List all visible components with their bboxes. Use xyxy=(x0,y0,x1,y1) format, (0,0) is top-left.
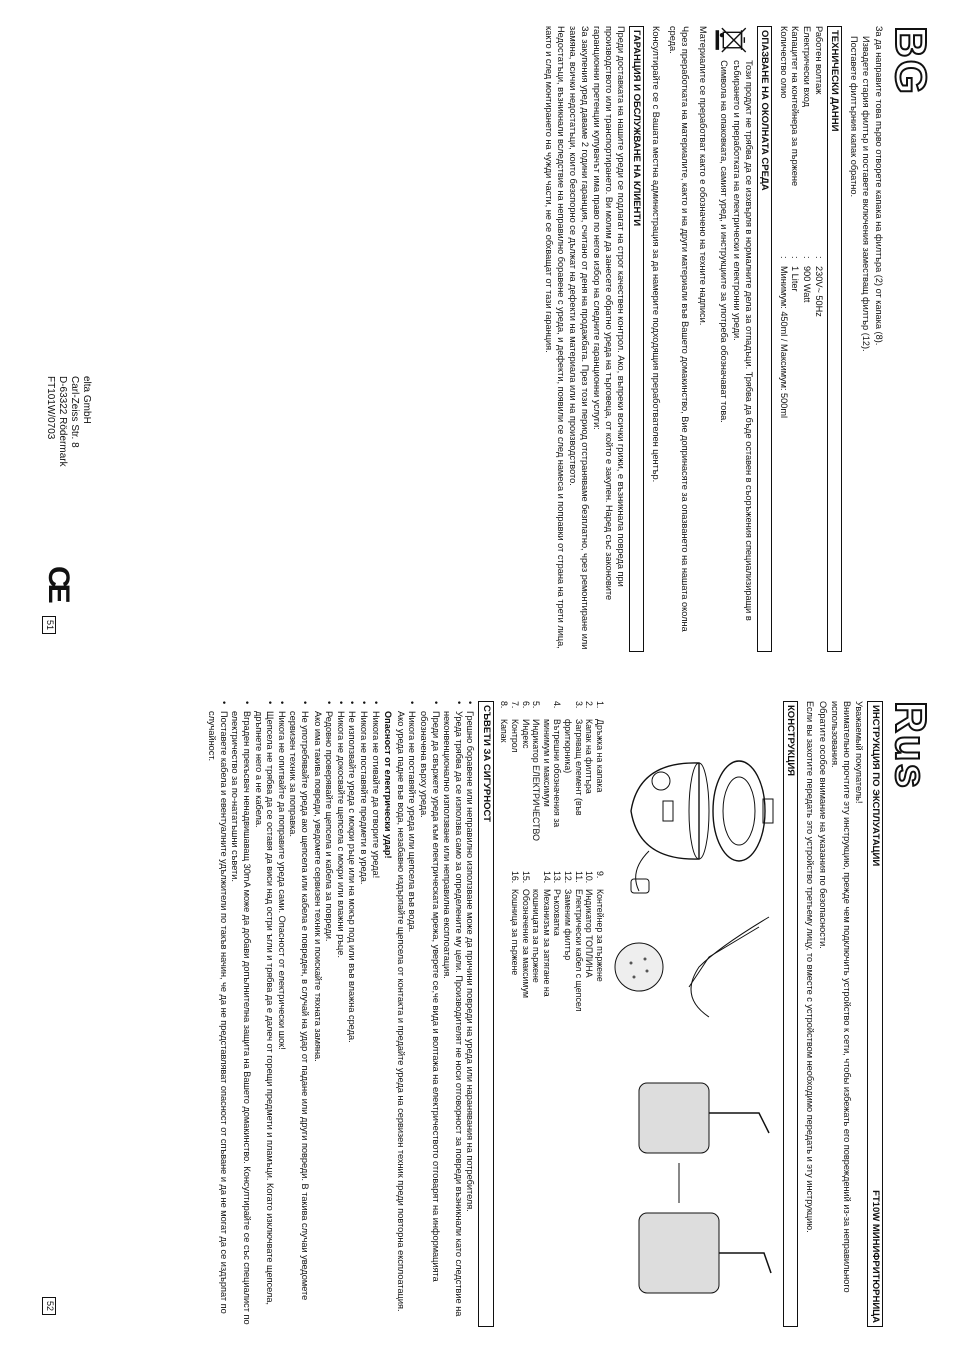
part-item xyxy=(594,701,605,861)
intro-line: Если вы захотите передать это устройство третьему лицу, то вместе с устройством необходимо передать и эту инструкцию. xyxy=(805,701,816,1233)
safety-item: • Никога не докосвайте щепсела с мокри или влажни ръце. xyxy=(334,701,346,1327)
env-paragraph: Материалите се преработват както е обозначено на техните надписи. xyxy=(697,26,708,326)
intro-line: Внимательно прочтите эту инструкцию, прежде чем подключить устройство к сети, чтобы избежать его повреждений из-за неправильного использования. xyxy=(830,701,852,1293)
section-heading-construction: КОНСТРУКЦИЯ xyxy=(783,701,799,1327)
tech-sep: : xyxy=(813,256,824,259)
part-label: Механизъм за затягане на кошницата за пържене xyxy=(531,889,552,997)
safety-item: • Уреда трябва да се използва само за определените му цели. Производителят не носи отговорност за повреди възникнали като следствие на неконвенционално използване или неправилна експлоатация. xyxy=(441,701,464,1327)
part-number: 5. xyxy=(531,701,542,709)
part-item xyxy=(531,871,552,1031)
safety-item: Ако има такива повреди, уведомете сервизен техник и поискайте тяхната замяна. xyxy=(312,711,323,1062)
section-heading-safety: СЪВЕТИ ЗА СИГУРНОСТ xyxy=(478,701,494,1327)
manufacturer-address xyxy=(44,376,92,467)
safety-item: • Поставете кабела и евентуалните удължители по такъв начин, че да не представляват опасност от спъване и да не могат да се издърпат по случайност. xyxy=(206,701,229,1327)
part-number: 14. xyxy=(541,871,552,884)
page-number: 52 xyxy=(42,1297,56,1315)
tech-label: Капацитет на контейнера за пържене xyxy=(790,26,801,187)
section-heading-environment: ОПАЗВАНЕ НА ОКОЛНАТА СРЕДА xyxy=(757,26,773,652)
safety-item: • Грешно боравене или неправилно използване може да причини повреди на уреда или наранявания на потребителя. xyxy=(464,701,476,1327)
part-label: Контейнер за пържене xyxy=(594,889,605,982)
ce-mark: CE xyxy=(42,566,75,600)
manual-title: ИНСТРУКЦИЯ ПО ЭКСПЛУАТАЦИИ xyxy=(870,705,881,867)
tech-label: Работен волтаж xyxy=(813,26,824,95)
part-item xyxy=(499,701,510,861)
part-number: 6. xyxy=(520,701,531,709)
part-number: 1. xyxy=(594,701,605,709)
intro-line: Поставете филтърния капак обратно. xyxy=(848,36,859,198)
basket-illustration xyxy=(609,1063,779,1313)
tech-value: 230V~ 50Hz xyxy=(813,266,824,317)
safety-item: • Никога не поставяйте уреда или щепсела във вода. xyxy=(406,701,418,1327)
part-number: 10. xyxy=(584,871,595,884)
intro-line: Уважаемый покупатель! xyxy=(854,701,865,804)
part-label: Капак на филтъра xyxy=(584,719,595,794)
model-title: FT10W МИНИФРИТЮРНИЦА xyxy=(870,1190,881,1323)
safety-item: • Вграден прекъсвач ненадвишаващ 30mA може да добави допълнителна защита на Вашето домакинство. Консултирайте се със специалист по електричество за по-нататъшни съвети. xyxy=(229,701,252,1327)
warranty-paragraph: Преди доставката на нашите уреди се подлагат на строг качествен контрол. Ако, въпреки всички грижи, е възникнала повреда при производството или транспортирането. Ви молим да занесете обратно уреда на търговеца, от който е закупен. Наред със законовите гаранционни претенции купувачът има право по негов избор на следните гаранционни услуги: xyxy=(592,26,626,601)
warranty-paragraph: Недостатъци, възникнали вследствие на неправилно боравене с уреда, и дефекти, появили се след намеса и поправки от страна на трети лица, както и след монтирането на чужди части, не се обхващат от тази гаранция. xyxy=(544,26,566,649)
weee-text: Този продукт не трябва да се изхвърля в нормалните дела за отпадъци. Трябва да бъде оставен в съоръжения специализиращи в събирането и преработката на електрически и електронни уреди. xyxy=(732,60,754,621)
fryer-illustration xyxy=(609,701,779,901)
part-item xyxy=(531,701,542,861)
safety-item: • Редовно проверявайте щепсела и кабела за повреди. xyxy=(323,701,335,1327)
safety-item: • Преди да свържете уреда към електрическата мрежа, уверете се,че вида и волтажа на електричеството отговарят на информацията обозначена върху уреда. xyxy=(417,701,440,1327)
page-number: 51 xyxy=(42,616,56,634)
weee-symbol-text: Символа на опаковката, самият уред, и инструкциите за употреба обозначават това. xyxy=(719,60,730,423)
env-paragraph: Консултирайте се с Вашата местна администрация за да намерите подходящия преработвателен център. xyxy=(650,26,661,483)
tech-sep: : xyxy=(802,256,813,259)
part-label: Загряващ елемент (във фритюрника) xyxy=(563,719,584,816)
address-line: FT101W/0703 xyxy=(45,376,56,440)
parts-list xyxy=(499,701,605,1327)
intro-line: Извадете стария филтър и поставете включения заместващ филтър (12). xyxy=(861,36,872,352)
safety-item: • Никога не поставяйте предмети в уреда. xyxy=(357,701,369,1327)
safety-item: • Никога не отивайте да отворите уреда! xyxy=(369,701,381,1327)
part-number: 9. xyxy=(594,871,605,879)
tech-data-table xyxy=(777,26,823,652)
part-number: 7. xyxy=(510,701,521,709)
part-item xyxy=(510,701,521,861)
part-number: 2. xyxy=(584,701,595,709)
section-heading-manual xyxy=(867,701,883,1327)
crossed-bin-icon xyxy=(708,26,754,54)
address-line: D-63322 Rödermark xyxy=(57,376,68,467)
filter-illustration xyxy=(609,907,779,1057)
part-label: Електрически кабел с щепсел xyxy=(573,889,584,1012)
part-item xyxy=(573,871,584,1031)
part-number: 15. xyxy=(520,871,531,884)
safety-item: • Щепсела не трябва да се оставя да виси над остри ъгли и трябва да е далеч от горещи предмети и пламъци. Когато изключвате щепсела, дръпнете него а не кабела. xyxy=(252,701,275,1327)
part-item xyxy=(584,701,595,861)
part-label: Заменим филтър xyxy=(563,889,574,961)
warranty-paragraph: За закупения уред даваме 2 години гаранция, считано от деня на продажбата. През този период отстраняваме безплатно, чрез ремонтиране или замяна, всички недостатъци, които безспорно се дължат на дефекти на материала или на производството. xyxy=(568,26,590,650)
part-label: Обозначение за максимум xyxy=(520,889,531,998)
part-label: Вътрешни обозначения за минимум и максимум xyxy=(541,719,563,828)
tech-value: Минимум: 450ml / Максимум: 500ml xyxy=(778,266,789,419)
part-number: 8. xyxy=(499,701,510,709)
part-label: Контрол xyxy=(510,719,521,753)
part-item xyxy=(510,871,521,1031)
safety-item: • Не употребявайте уреда ако щепсела или кабела е повреден, в случай на удар от падане или други повреди. В такива случаи уведомете сервизен техник за поправка. xyxy=(287,701,310,1327)
part-label: Ръкохватка xyxy=(552,889,563,936)
part-item xyxy=(552,871,563,1031)
safety-item: • Никога не опитвайте да поправите уреда сами. Опасност от електрически шок! xyxy=(275,701,287,1327)
intro-line: За да направите това първо отворете капака на филтъра (2) от капака (8). xyxy=(874,26,884,346)
part-number: 11. xyxy=(573,871,584,883)
env-paragraph: Чрез преработката на материалите, както и на други материали във Вашето домакинство, Вие допринасяте за опазването на нашата околна среда. xyxy=(668,26,691,632)
part-item xyxy=(562,701,583,861)
safety-item: • Не използвайте уреда с мокри ръце или на мокър под или във влажна среда. xyxy=(346,701,358,1327)
section-heading-tech: ТЕХНИЧЕСКИ ДАННИ xyxy=(827,26,843,652)
part-label: Индикатор ТОПЛИНА xyxy=(584,889,595,978)
tech-sep: : xyxy=(778,256,789,259)
language-heading: Rus xyxy=(886,701,935,791)
part-item xyxy=(594,871,605,1031)
part-number: 3. xyxy=(573,701,584,709)
part-label: Дръжка на капака xyxy=(594,719,605,793)
part-number: 13. xyxy=(552,871,563,884)
intro-line: Обратите особое внимание на указания по безопасности. xyxy=(817,701,828,949)
part-label: Индекс xyxy=(520,719,531,749)
part-item xyxy=(541,701,562,861)
tech-value: 1 Liter xyxy=(790,266,801,292)
part-item xyxy=(562,871,573,1031)
safety-list xyxy=(206,701,476,1327)
address-line: Carl-Zeiss Str. 8 xyxy=(69,376,80,448)
address-line: elta GmbH xyxy=(81,376,92,424)
weee-block xyxy=(708,26,754,652)
construction-figure xyxy=(609,701,779,1327)
part-number: 4. xyxy=(552,701,563,709)
part-number: 16. xyxy=(510,871,521,884)
section-heading-warranty: ГАРАНЦИЯ И ОБСЛУЖВАНЕ НА КЛИЕНТИ xyxy=(629,26,645,652)
language-heading: BG xyxy=(886,26,935,96)
tech-sep: : xyxy=(790,256,801,259)
tech-label: Електрически вход xyxy=(802,26,813,108)
part-item xyxy=(520,871,531,1031)
part-item xyxy=(584,871,595,1031)
part-label: Кошница за пържене xyxy=(510,889,521,976)
tech-value: 900 Watt xyxy=(802,266,813,303)
danger-warning: Опасност от електрически удар! xyxy=(383,711,394,859)
part-number: 12. xyxy=(563,871,574,884)
part-label: Капак xyxy=(499,719,510,743)
part-item xyxy=(520,701,531,861)
tech-label: Количество олио xyxy=(778,26,789,99)
part-label: Индикатор ЕЛЕКТРИЧЕСТВО xyxy=(531,719,542,841)
safety-item: Ако уреда падне във вода, незабавно издърпайте щепсела от контакта и предайте уреда на сервизен техник преди повторна експлоатация. xyxy=(395,711,406,1312)
page-rus xyxy=(0,675,954,1350)
